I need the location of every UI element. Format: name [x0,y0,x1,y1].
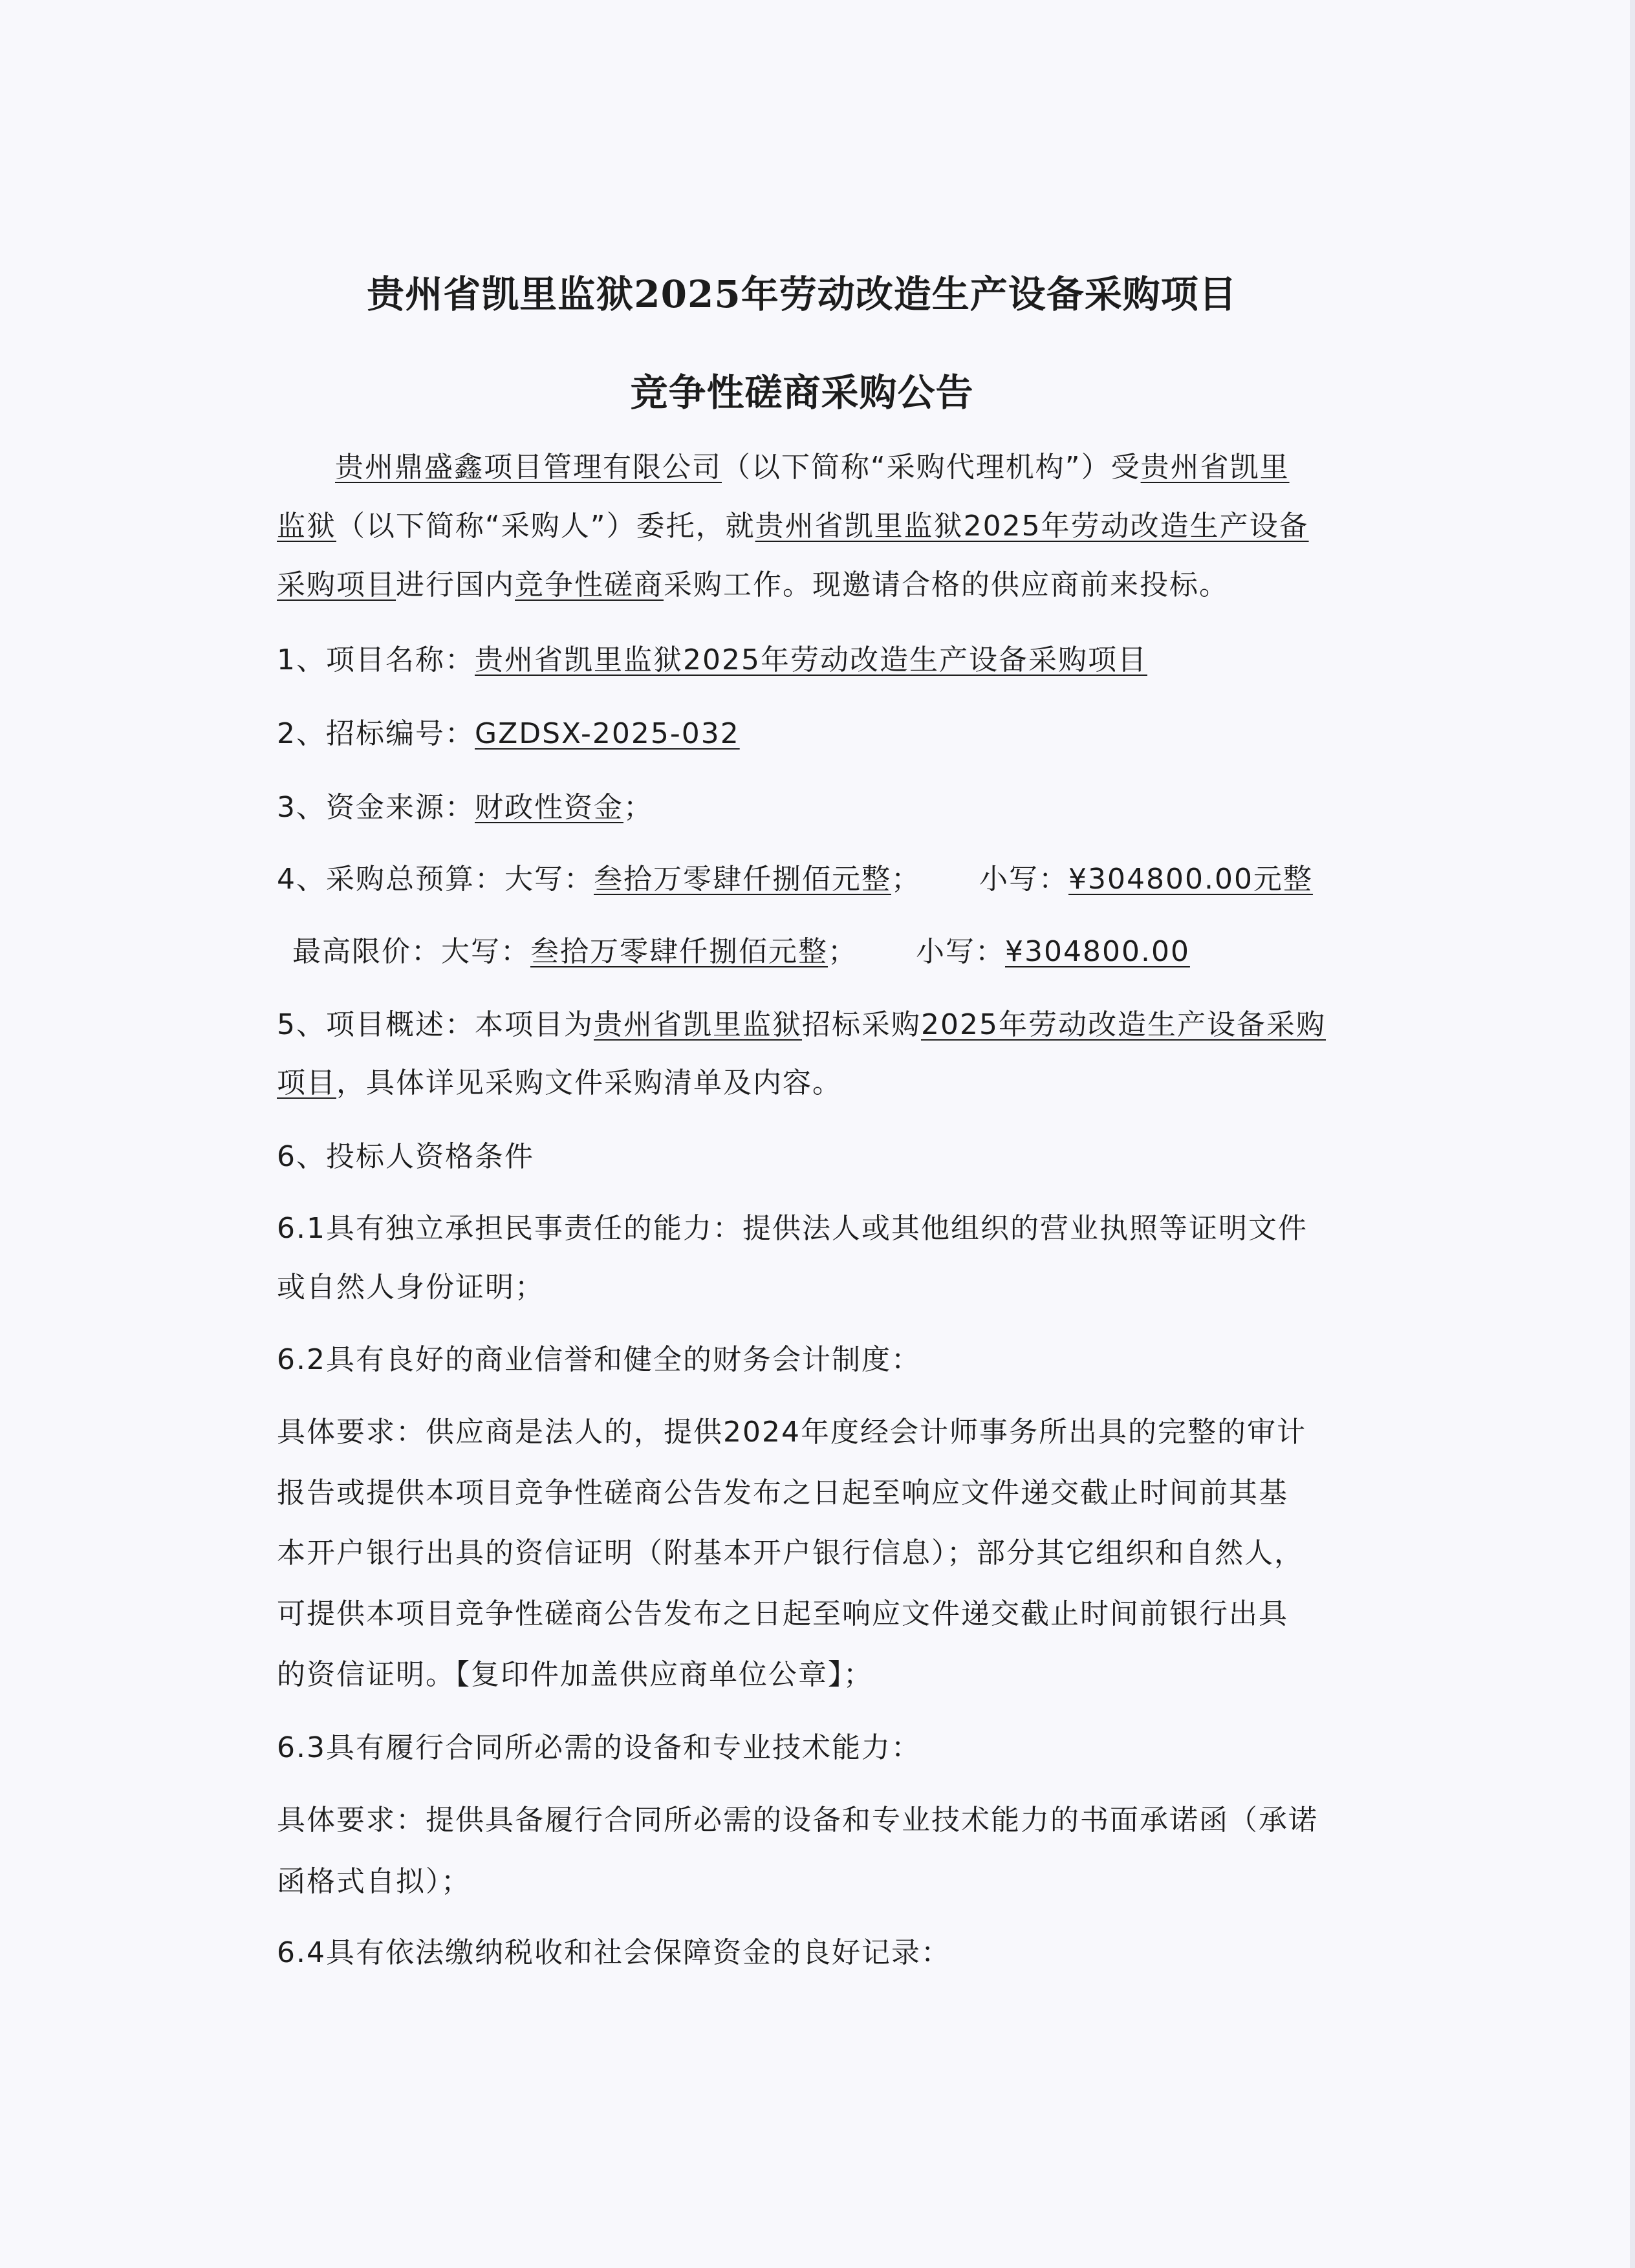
title-line-2: 竞争性磋商采购公告 [630,371,974,415]
intro-line-2: 监狱（以下简称“采购人”）委托，就贵州省凯里监狱2025年劳动改造生产设备 [277,510,1309,543]
intro-line-3: 采购项目进行国内竞争性磋商采购工作。现邀请合格的供应商前来投标。 [277,568,1229,601]
s64-heading: 6.4具有依法缴纳税收和社会保障资金的良好记录： [277,1936,951,1969]
s62-req-1: 具体要求：供应商是法人的，提供2024年度经会计师事务所出具的完整的审计 [277,1416,1306,1449]
agent-name: 贵州鼎盛鑫项目管理有限公司 [335,451,722,484]
s61-line-1: 6.1具有独立承担民事责任的能力：提供法人或其他组织的营业执照等证明文件 [277,1212,1308,1245]
page-edge [1630,0,1635,2268]
s62-req-5: 的资信证明。【复印件加盖供应商单位公章】； [277,1658,873,1691]
item-qualifications: 6、投标人资格条件 [277,1140,534,1173]
s62-req-2: 报告或提供本项目竞争性磋商公告发布之日起至响应文件递交截止时间前其基 [277,1476,1288,1509]
item-overview-1: 5、项目概述：本项目为贵州省凯里监狱招标采购2025年劳动改造生产设备采购 [277,1008,1326,1041]
intro-line-1: 贵州鼎盛鑫项目管理有限公司（以下简称“采购代理机构”）受贵州省凯里 [335,451,1290,484]
buyer-name: 贵州省凯里 [1140,451,1290,484]
item-bid-number: 2、招标编号：GZDSX-2025-032 [277,717,740,750]
item-fund-source: 3、资金来源：财政性资金； [277,791,653,824]
title-line-1: 贵州省凯里监狱2025年劳动改造生产设备采购项目 [367,272,1237,316]
project-name: 贵州省凯里监狱2025年劳动改造生产设备 [755,510,1309,543]
s63-heading: 6.3具有履行合同所必需的设备和专业技术能力： [277,1731,921,1764]
procurement-method: 竞争性磋商 [515,568,664,601]
s63-req-1: 具体要求：提供具备履行合同所必需的设备和专业技术能力的书面承诺函（承诺 [277,1804,1318,1837]
item-price-cap: 最高限价：大写：叁拾万零肆仟捌佰元整； 小写：¥304800.00 [292,935,1190,968]
s62-req-3: 本开户银行出具的资信证明（附基本开户银行信息）；部分其它组织和自然人， [277,1537,1304,1570]
s63-req-2: 函格式自拟）； [277,1865,471,1898]
item-budget: 4、采购总预算：大写：叁拾万零肆仟捌佰元整； 小写：¥304800.00元整 [277,863,1313,896]
item-project-name: 1、项目名称：贵州省凯里监狱2025年劳动改造生产设备采购项目 [277,643,1147,676]
s61-line-2: 或自然人身份证明； [277,1271,545,1304]
item-overview-2: 项目，具体详见采购文件采购清单及内容。 [277,1066,842,1099]
s62-heading: 6.2具有良好的商业信誉和健全的财务会计制度： [277,1343,921,1376]
s62-req-4: 可提供本项目竞争性磋商公告发布之日起至响应文件递交截止时间前银行出具 [277,1597,1288,1630]
